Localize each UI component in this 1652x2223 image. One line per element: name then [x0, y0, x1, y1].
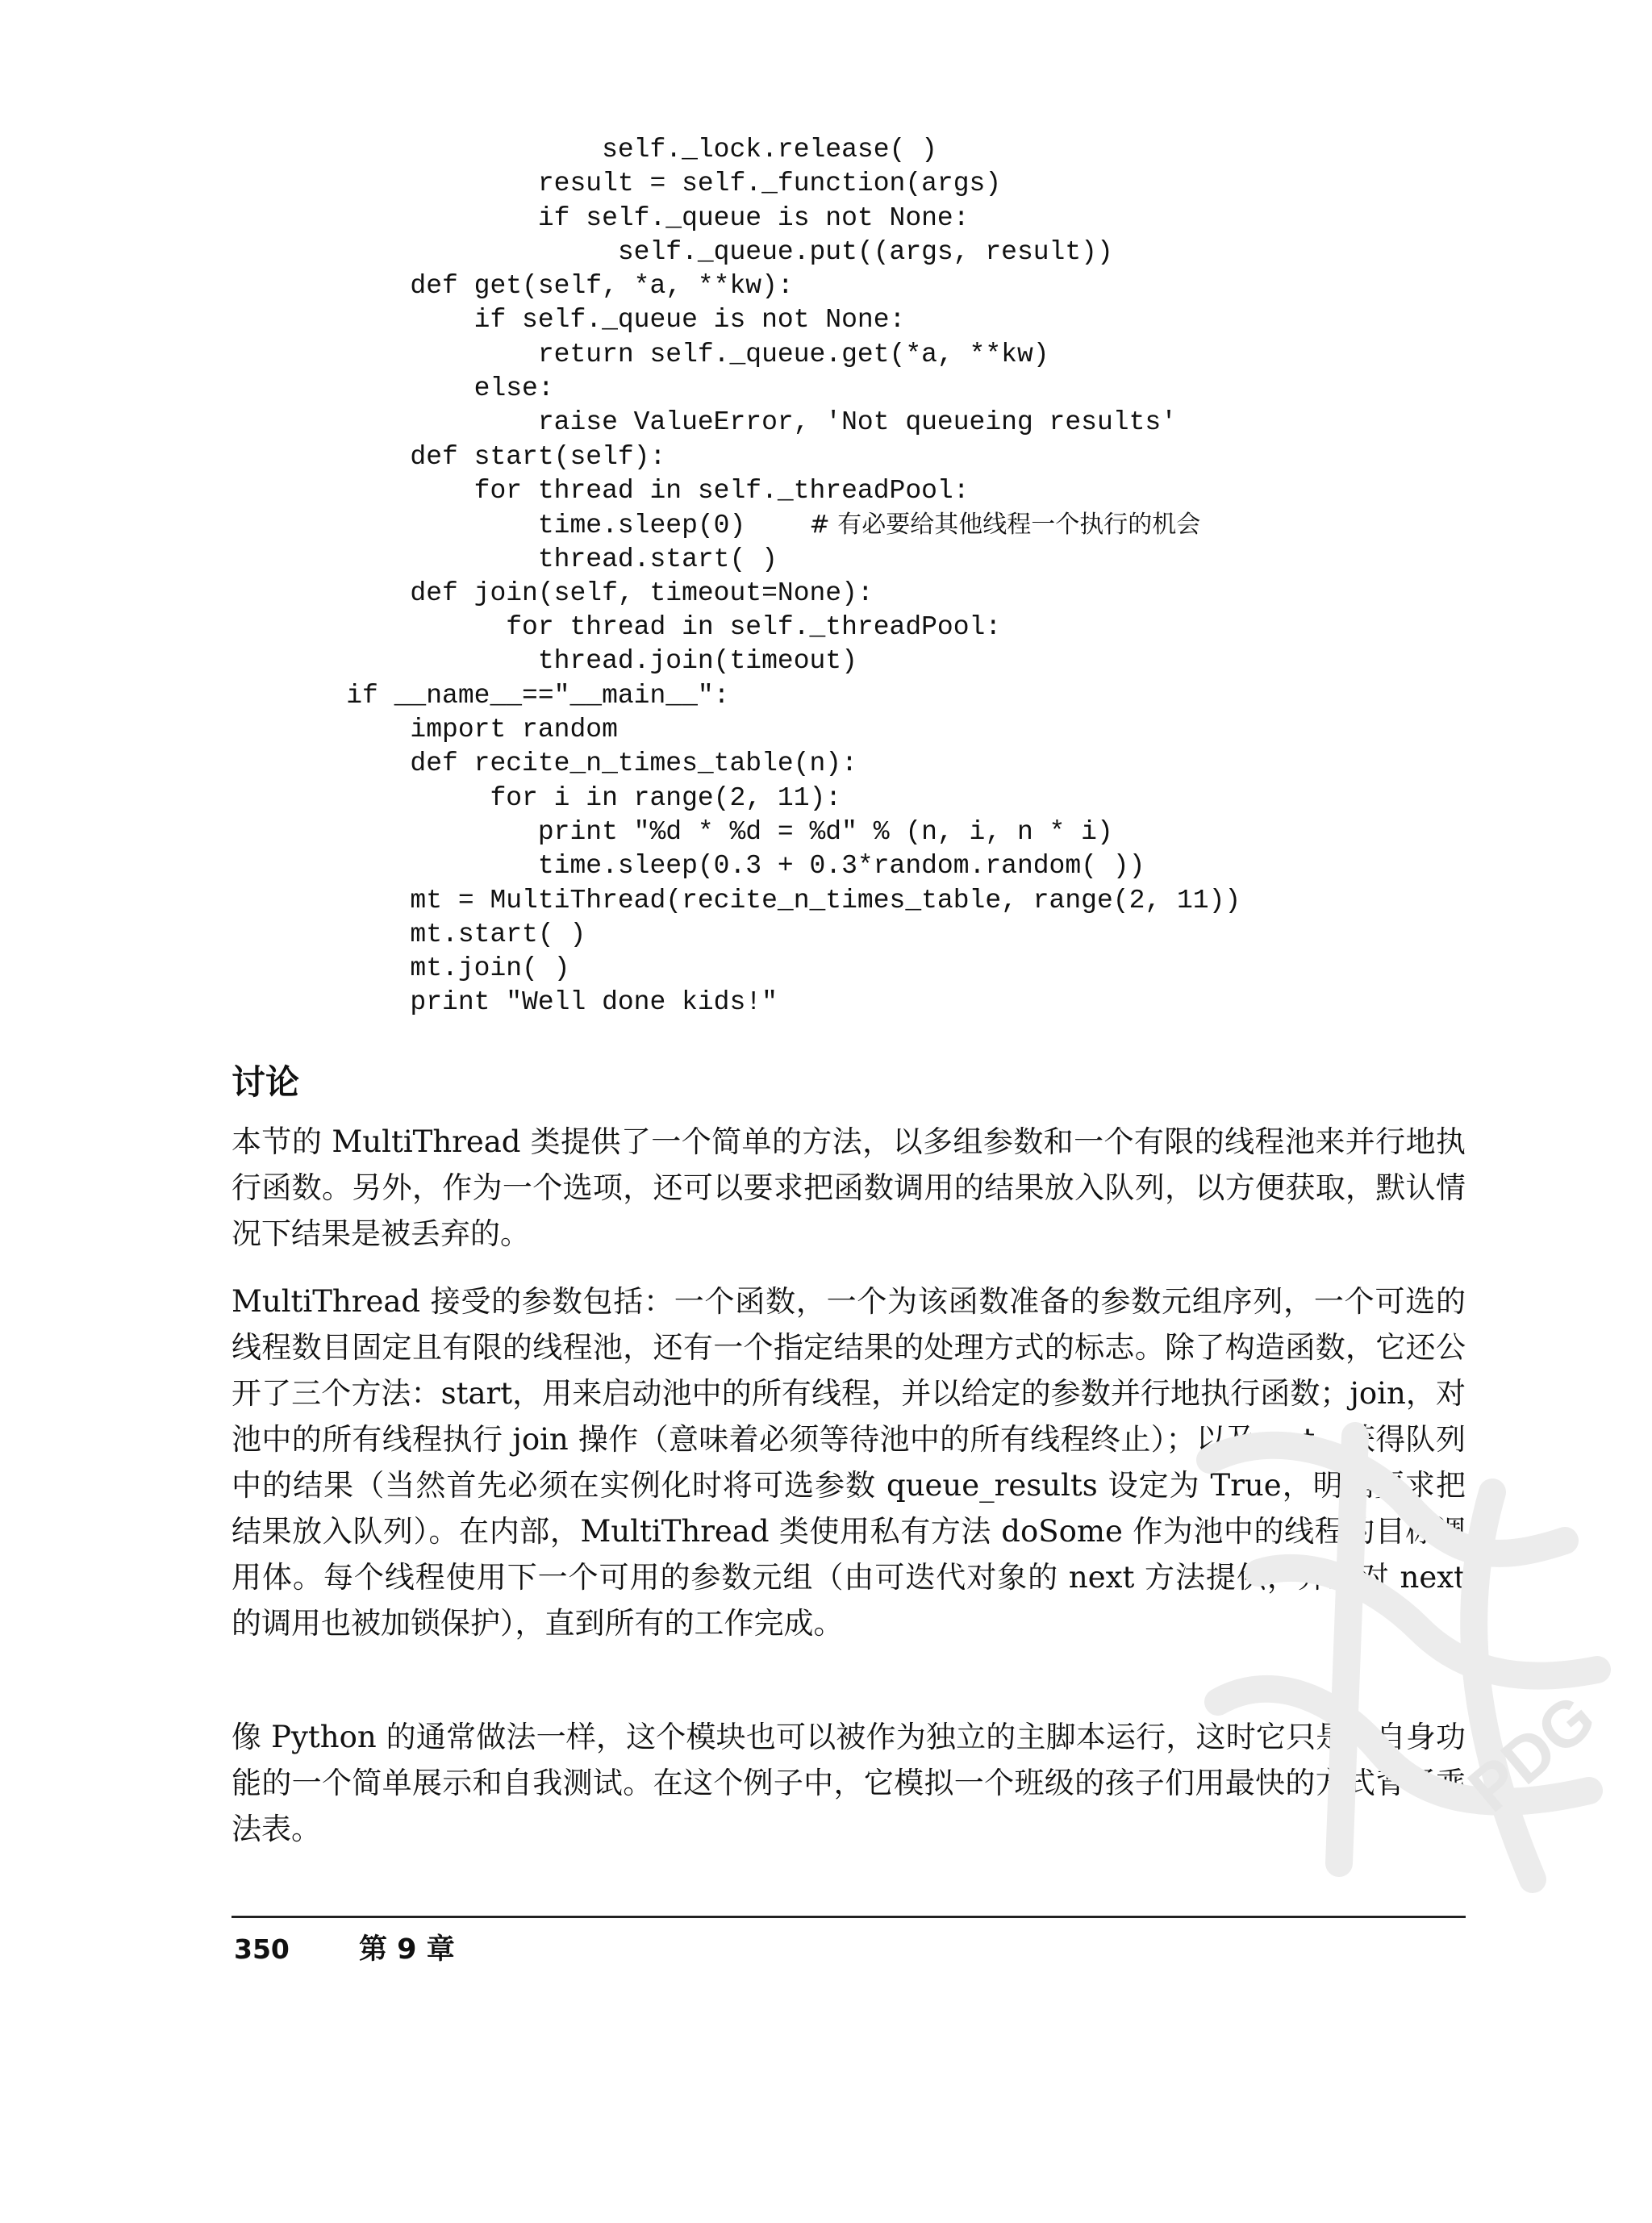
code-line: raise ValueError, 'Not queueing results' — [282, 407, 1177, 438]
code-line: if self._queue is not None: — [282, 202, 970, 233]
code-line: def recite_n_times_table(n): — [282, 749, 857, 779]
code-line: def get(self, *a, **kw): — [282, 271, 794, 302]
code-comment: # 有必要给其他线程一个执行的机会 — [809, 511, 1201, 540]
body-paragraph: MultiThread 接受的参数包括：一个函数，一个为该函数准备的参数元组序列，一个可选的线程数目固定且有限的线程池，还有一个指定结果的处理方式的标志。除了构造函数，它还公开了三个方法：start，用来启动池中的所有线程，并以给定的参数并行地执行函数；join，对池中的所有线程执行 join 操作（意味着必须等待池中的所有线程终止）；以及 get，获得队列中的结果（当然首先必须在实例化时将可选参数 queue_results 设定为 True，明确要求把结果放入队列）。在内部，MultiThread 类使用私有方法 doSome 作为池中的线程的目标调用体。每个线程使用下一个可用的参数元组（由可迭代对象的 next 方法提供，并且对 next 的调用也被加锁保护），直到所有的工作完成。 — [232, 1284, 1466, 1641]
code-listing — [282, 133, 1241, 1020]
code-line: for thread in self._threadPool: — [282, 612, 1002, 643]
code-line: time.sleep(0) — [282, 511, 810, 541]
code-line: if self._queue is not None: — [282, 305, 906, 336]
code-line: mt.join( ) — [282, 953, 570, 984]
code-line: def start(self): — [282, 441, 666, 472]
code-line: self._queue.put((args, result)) — [282, 236, 1113, 267]
code-line: mt = MultiThread(recite_n_times_table, range(2, 11)) — [282, 885, 1241, 915]
chapter-label: 第 9 章 — [359, 1933, 455, 1966]
code-line: thread.join(timeout) — [282, 646, 857, 677]
code-line: result = self._function(args) — [282, 169, 1002, 199]
body-paragraph: 像 Python 的通常做法一样，这个模块也可以被作为独立的主脚本运行，这时它只是对自身功能的一个简单展示和自我测试。在这个例子中，它模拟一个班级的孩子们用最快的方式背诵乘法表。 — [232, 1720, 1466, 1846]
code-line-with-comment — [282, 508, 1241, 542]
code-line: self._lock.release( ) — [282, 135, 937, 165]
code-line: if __name__=="__main__": — [282, 680, 730, 711]
code-line: print "Well done kids!" — [282, 987, 778, 1018]
code-line: thread.start( ) — [282, 544, 778, 574]
code-line: import random — [282, 715, 618, 745]
code-line: for i in range(2, 11): — [282, 782, 842, 813]
page-number: 350 — [234, 1933, 290, 1965]
body-paragraph: 本节的 MultiThread 类提供了一个简单的方法，以多组参数和一个有限的线程池来并行地执行函数。另外，作为一个选项，还可以要求把函数调用的结果放入队列，以方便获取，默认情况下结果是被丢弃的。 — [232, 1124, 1466, 1251]
code-line: print "%d * %d = %d" % (n, i, n * i) — [282, 816, 1113, 847]
code-line: for thread in self._threadPool: — [282, 475, 970, 506]
watermark-text: PDG — [1454, 1680, 1608, 1826]
section-title: 讨论 — [232, 1062, 300, 1102]
code-line: return self._queue.get(*a, **kw) — [282, 339, 1049, 369]
code-line: def join(self, timeout=None): — [282, 578, 874, 608]
code-line: time.sleep(0.3 + 0.3*random.random( )) — [282, 851, 1145, 882]
code-line: mt.start( ) — [282, 919, 586, 949]
pdg-watermark-icon — [1113, 1363, 1646, 1944]
code-line: else: — [282, 373, 554, 404]
